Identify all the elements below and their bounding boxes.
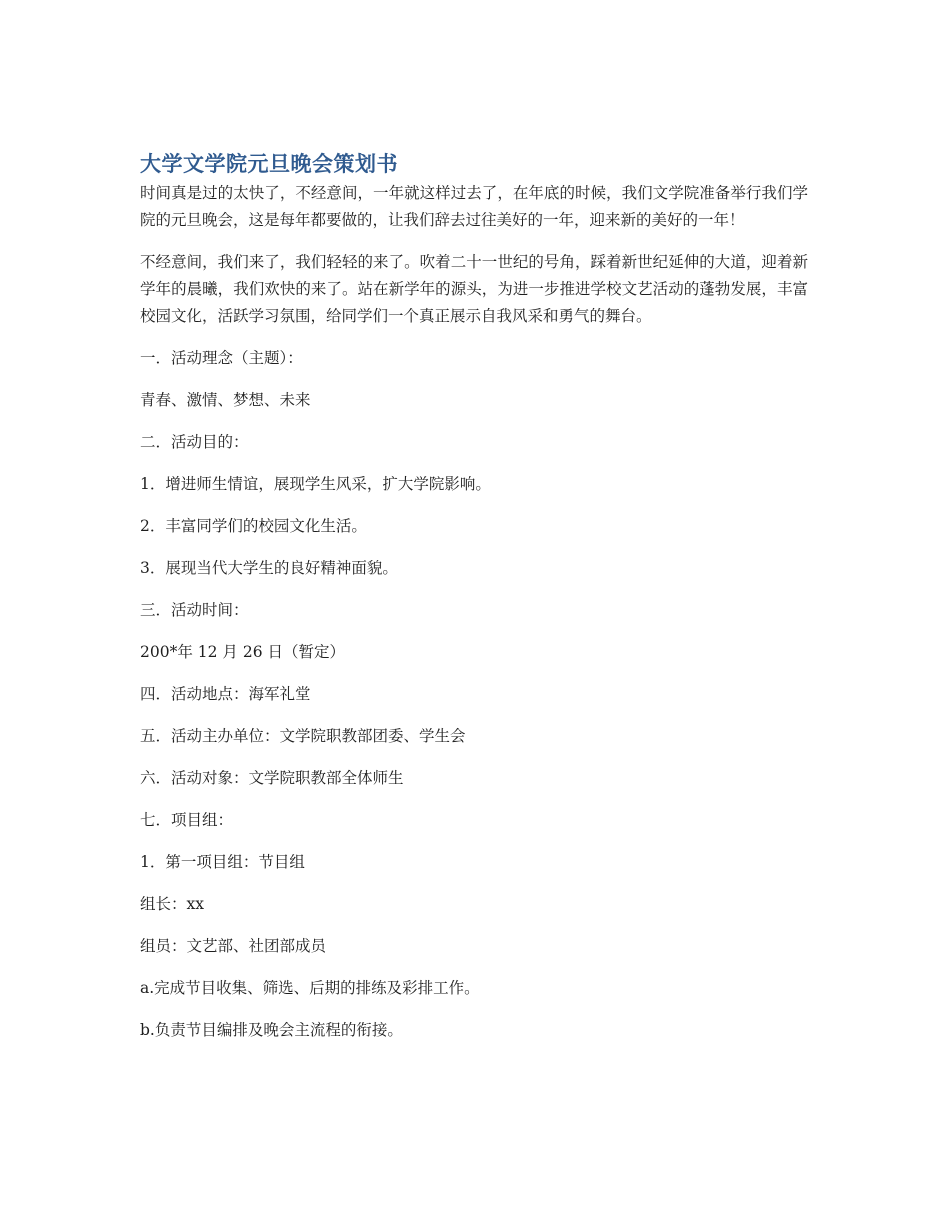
intro-paragraph-2: 不经意间，我们来了，我们轻轻的来了。吹着二十一世纪的号角，踩着新世纪延伸的大道，迎着新学年的晨曦，我们欢快的来了。站在新学年的源头，为进一步推进学校文艺活动的蓬勃发展，丰富校园文化，活跃学习氛围，给同学们一个真正展示自我风采和勇气的舞台。 — [140, 253, 808, 325]
document-title: 大学文学院元旦晚会策划书 — [140, 152, 398, 176]
section-heading-purpose: 二．活动目的： — [140, 433, 249, 451]
group-members: 组员：文艺部、社团部成员 — [140, 937, 327, 955]
section-heading-project-groups: 七．项目组： — [140, 811, 234, 829]
group-leader: 组长：xx — [140, 895, 204, 913]
section-heading-time: 三．活动时间： — [140, 601, 249, 619]
concept-text: 青春、激情、梦想、未来 — [140, 391, 311, 409]
project-group-title: 1．第一项目组：节目组 — [140, 853, 305, 871]
section-heading-organizer: 五．活动主办单位：文学院职教部团委、学生会 — [140, 727, 466, 745]
task-item: b.负责节目编排及晚会主流程的衔接。 — [140, 1021, 403, 1039]
time-text: 200*年 12 月 26 日（暂定） — [140, 643, 345, 661]
purpose-item: 3．展现当代大学生的良好精神面貌。 — [140, 559, 398, 577]
task-item: a.完成节目收集、筛选、后期的排练及彩排工作。 — [140, 979, 480, 997]
section-heading-audience: 六．活动对象：文学院职教部全体师生 — [140, 769, 404, 787]
purpose-item: 1．增进师生情谊，展现学生风采，扩大学院影响。 — [140, 475, 491, 493]
purpose-item: 2．丰富同学们的校园文化生活。 — [140, 517, 367, 535]
section-heading-concept: 一．活动理念（主题）： — [140, 349, 303, 367]
document-page — [140, 150, 808, 1059]
intro-paragraph-1: 时间真是过的太快了，不经意间，一年就这样过去了，在年底的时候，我们文学院准备举行我们学院的元旦晚会，这是每年都要做的，让我们辞去过往美好的一年，迎来新的美好的一年！ — [140, 184, 808, 229]
section-heading-location: 四．活动地点：海军礼堂 — [140, 685, 311, 703]
